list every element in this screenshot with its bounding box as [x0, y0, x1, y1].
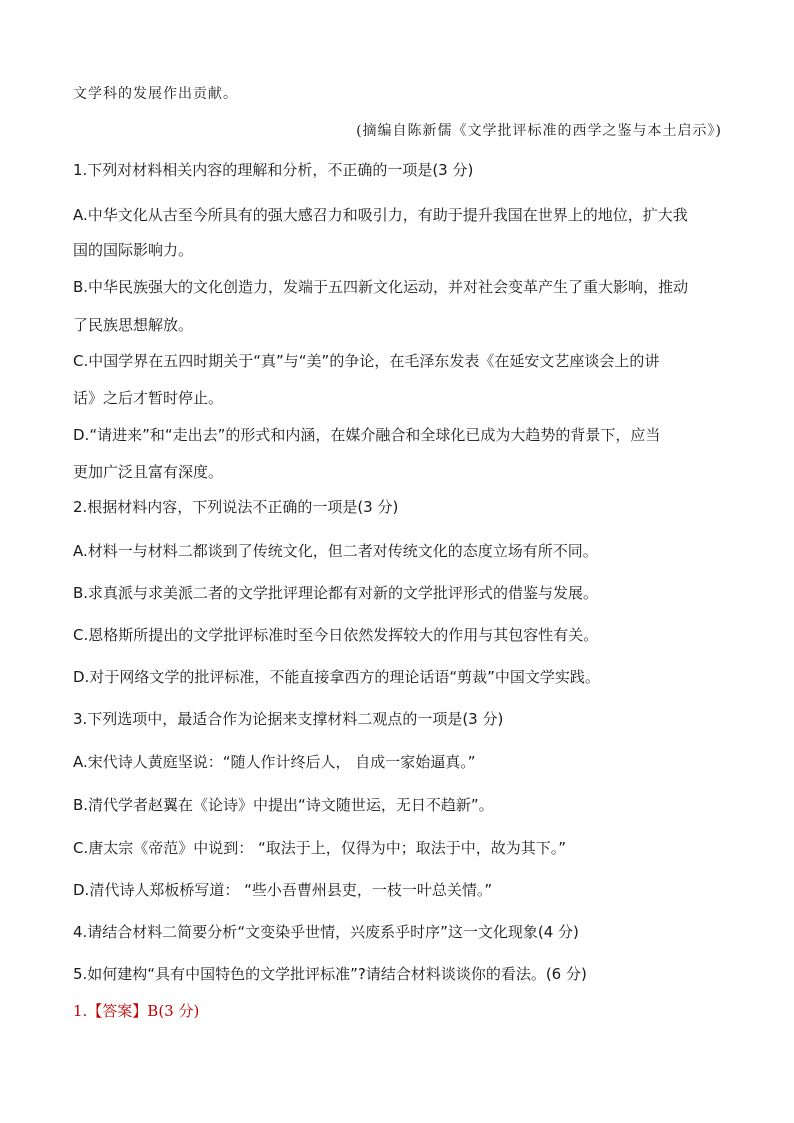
question-1-option-b-line1: B.中华民族强大的文化创造力，发端于五四新文化运动，并对社会变革产生了重大影响，推动	[73, 278, 689, 296]
question-1-option-d-line1: D.“请进来”和“走出去”的形式和内涵，在媒介融合和全球化已成为大趋势的背景下，应当	[73, 426, 661, 444]
question-1-option-d-line2: 更加广泛且富有深度。	[73, 463, 224, 481]
question-1-option-a-line1: A.中华文化从古至今所具有的强大感召力和吸引力，有助于提升我国在世界上的地位，扩大我	[73, 206, 688, 224]
question-2-option-a: A.材料一与材料二都谈到了传统文化，但二者对传统文化的态度立场有所不同。	[73, 542, 598, 560]
question-1-stem: 1.下列对材料相关内容的理解和分析，不正确的一项是(3 分)	[73, 161, 474, 179]
question-2-option-d: D.对于网络文学的批评标准，不能直接拿西方的理论话语“剪裁”中国文学实践。	[73, 668, 600, 686]
question-1-option-c-line2: 话》之后才暂时停止。	[73, 389, 224, 407]
question-2-stem: 2.根据材料内容，下列说法不正确的一项是(3 分)	[73, 498, 399, 516]
question-3-option-d: D.清代诗人郑板桥写道： “些小吾曹州县吏，一枝一叶总关情。”	[73, 881, 493, 899]
source-citation: (摘编自陈新儒《文学批评标准的西学之鉴与本土启示》)	[356, 123, 722, 139]
question-5-stem: 5.如何建构“具有中国特色的文学批评标准”?请结合材料谈谈你的看法。(6 分)	[73, 965, 587, 983]
question-1-option-b-line2: 了民族思想解放。	[73, 316, 194, 334]
question-3-option-b: B.清代学者赵翼在《论诗》中提出“诗文随世运，无日不趋新”。	[73, 796, 494, 814]
question-2-option-b: B.求真派与求美派二者的文学批评理论都有对新的文学批评形式的借鉴与发展。	[73, 584, 599, 602]
question-2-option-c: C.恩格斯所提出的文学批评标准时至今日依然发挥较大的作用与其包容性有关。	[73, 626, 599, 644]
question-1-option-a-line2: 国的国际影响力。	[73, 241, 194, 259]
question-4-stem: 4.请结合材料二简要分析“文变染乎世情，兴废系乎时序”这一文化现象(4 分)	[73, 923, 579, 941]
question-1-option-c-line1: C.中国学界在五四时期关于“真”与“美”的争论，在毛泽东发表《在延安文艺座谈会上的讲	[73, 352, 660, 370]
question-3-option-c: C.唐太宗《帝范》中说到： “取法于上，仅得为中；取法于中，故为其下。”	[73, 839, 567, 857]
question-3-option-a: A.宋代诗人黄庭坚说：“随人作计终后人， 自成一家始逼真。”	[73, 753, 476, 771]
answer-1: 1.【答案】B(3 分)	[73, 1002, 200, 1020]
question-3-stem: 3.下列选项中，最适合作为论据来支撑材料二观点的一项是(3 分)	[73, 710, 504, 728]
intro-tail-text: 文学科的发展作出贡献。	[73, 86, 238, 102]
